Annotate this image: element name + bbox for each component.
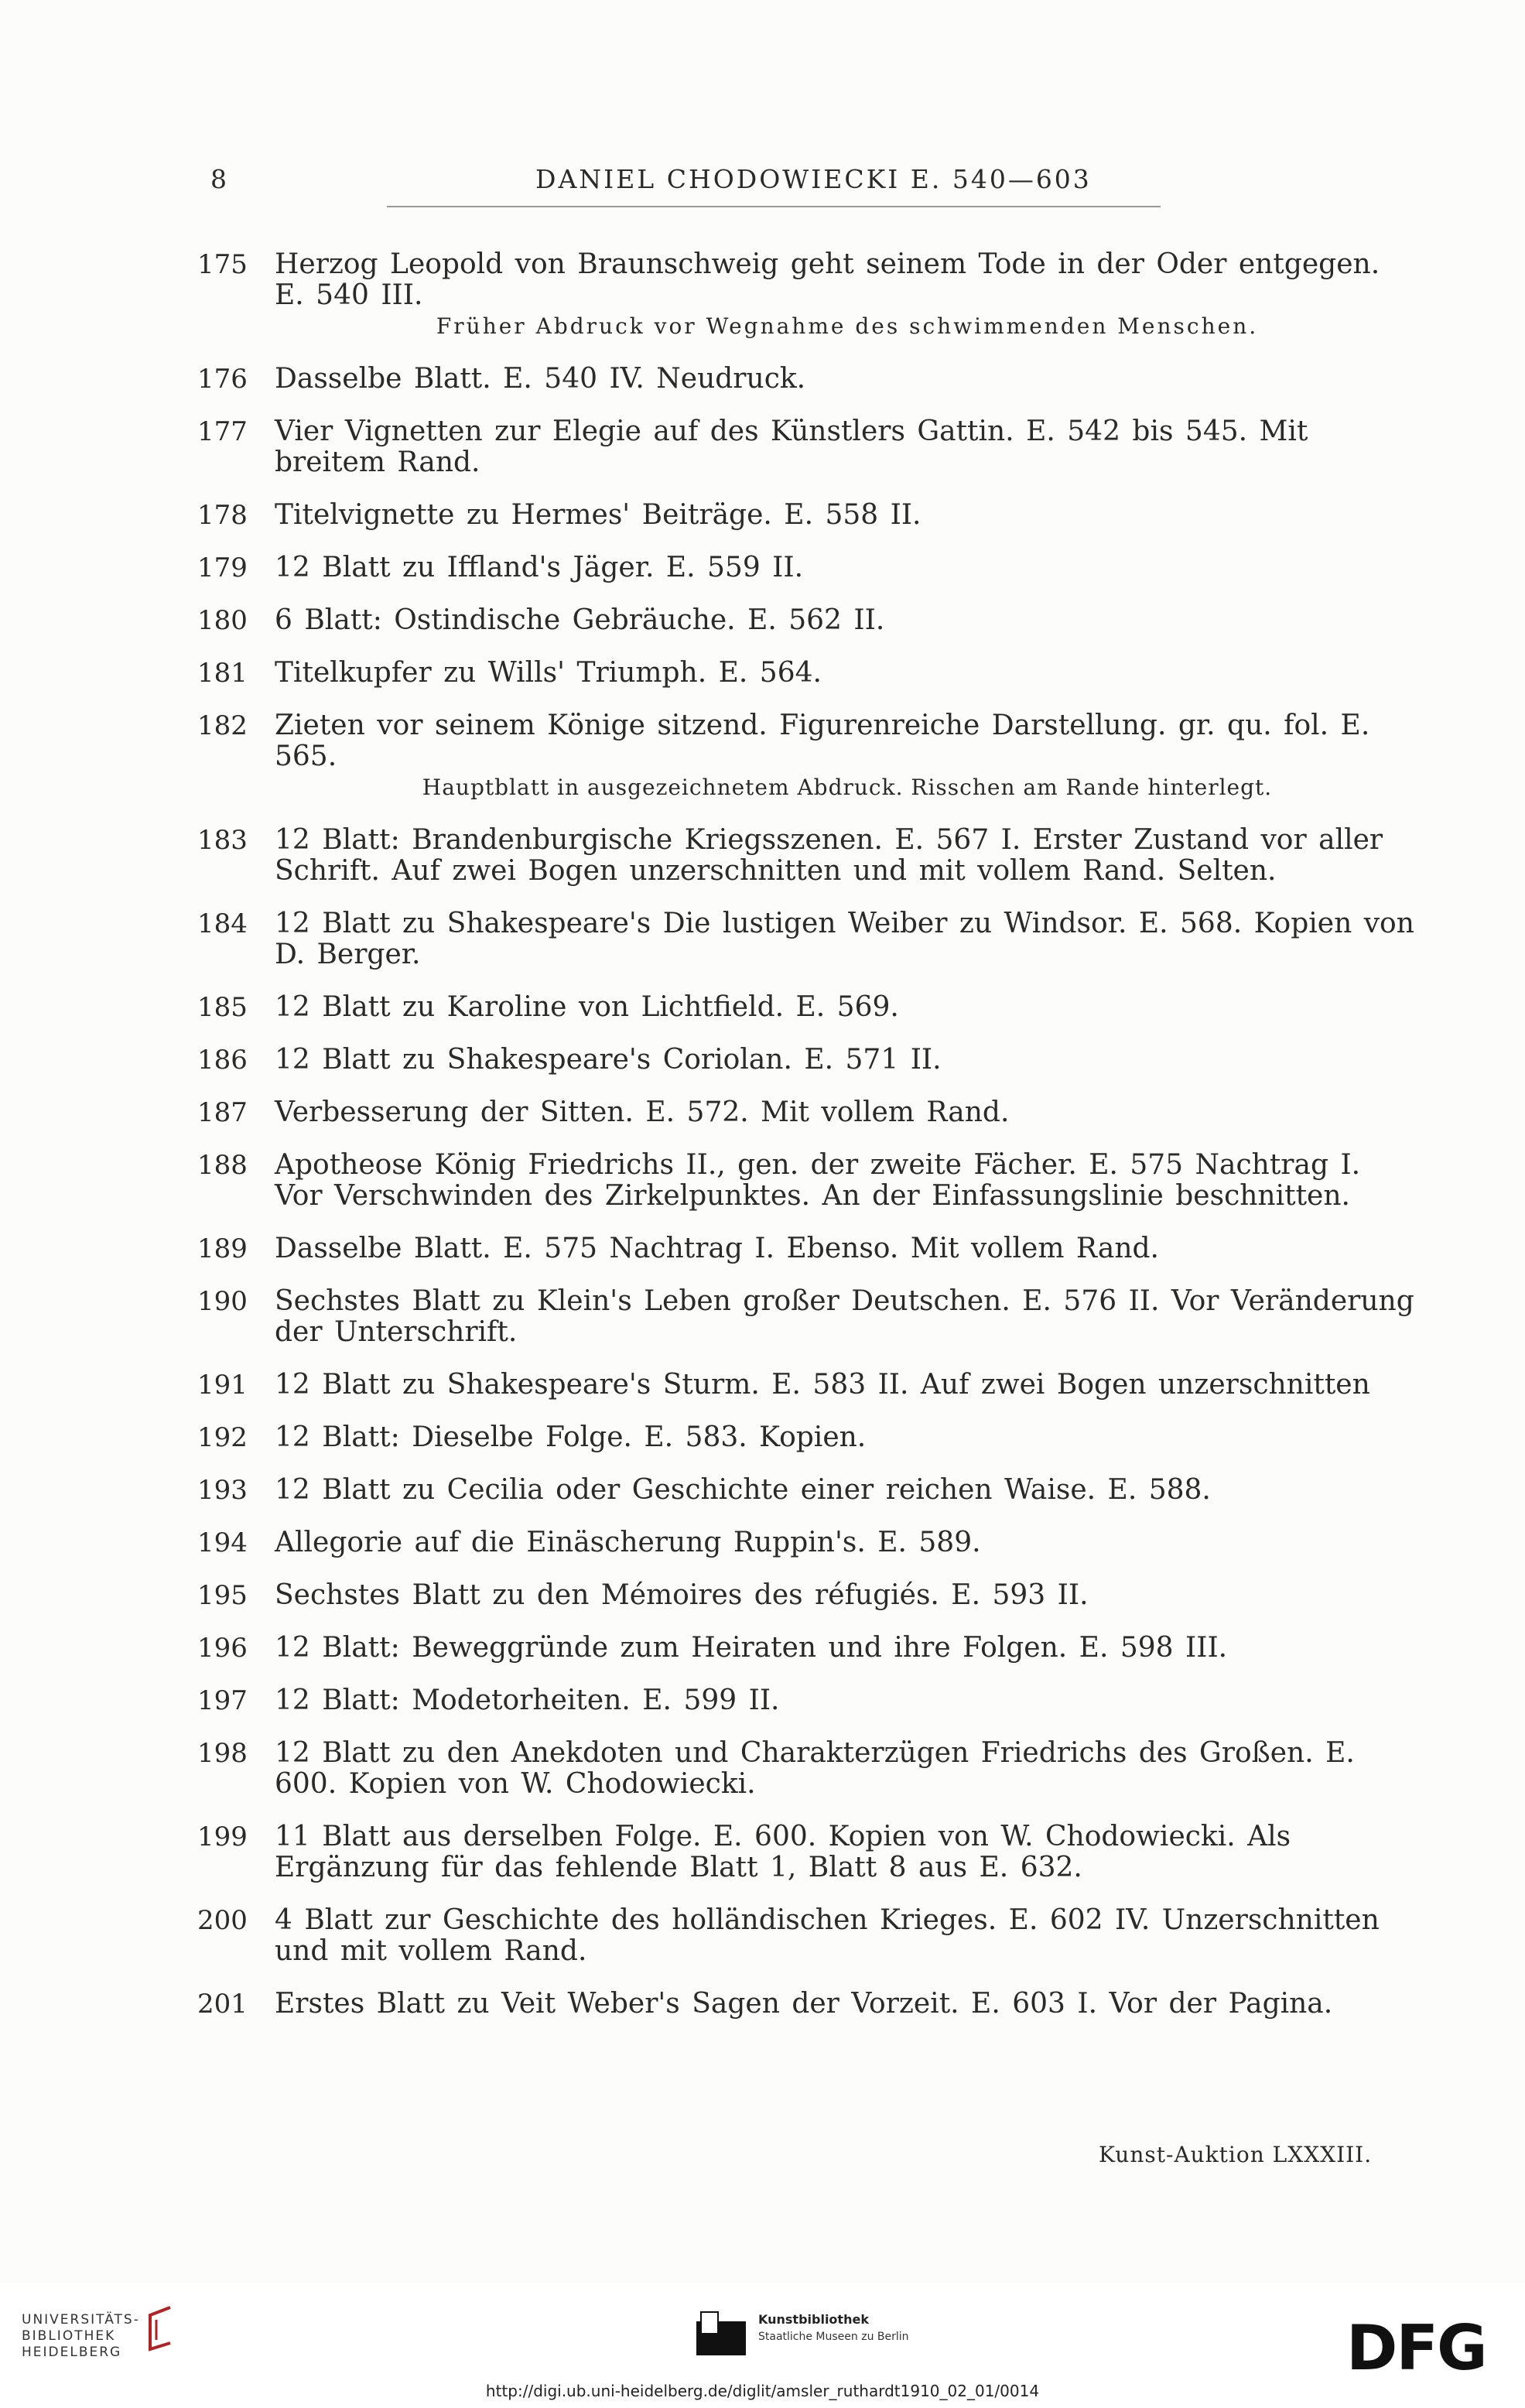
lot-description: Dasselbe Blatt. E. 575 Nachtrag I. Ebenso. Mit vollem Rand. [275,1233,1159,1264]
lot-description: 12 Blatt zu Shakespeare's Die lustigen Weiber zu Windsor. E. 568. Kopien von D. Berger. [275,908,1414,970]
lot-number: 186 [197,1045,248,1076]
lot-number: 189 [197,1233,248,1264]
lot-description: Titelkupfer zu Wills' Triumph. E. 564. [275,657,822,689]
catalog-entry [197,1233,1420,1264]
catalog-entry [197,1422,1420,1453]
university-logo-icon [139,2304,175,2354]
catalog-entry [197,1905,1420,1967]
catalog-entry [197,1370,1420,1401]
lot-description: Herzog Leopold von Braunschweig geht seinem Tode in der Oder entgegen. E. 540 III. [275,248,1380,311]
lot-description: 11 Blatt aus derselben Folge. E. 600. Kopien von W. Chodowiecki. Als Ergänzung für das fehlende Blatt 1, Blatt 8 aus E. 632. [275,1821,1291,1883]
lot-description: Allegorie auf die Einäscherung Ruppin's. E. 589. [275,1527,981,1558]
lot-number: 196 [197,1633,248,1664]
lot-number: 193 [197,1475,248,1506]
lot-description: 12 Blatt zu Shakespeare's Sturm. E. 583 II. Auf zwei Bogen unzerschnitten [275,1369,1370,1401]
kunstbibliothek-logo-icon [696,2306,746,2355]
catalog-entry [197,1738,1420,1800]
lot-description: Verbesserung der Sitten. E. 572. Mit vollem Rand. [275,1096,1010,1128]
lot-number: 176 [197,364,248,395]
permalink-url[interactable]: http://digi.ub.uni-heidelberg.de/diglit/amsler_ruthardt1910_02_01/0014 [485,2382,1040,2400]
catalog-entry [197,992,1420,1023]
lot-number: 183 [197,825,248,856]
lot-number: 179 [197,552,248,583]
lot-number: 180 [197,605,248,636]
kunstbibliothek-title: Kunstbibliothek [758,2312,869,2327]
lot-description: Sechstes Blatt zu den Mémoires des réfugiés. E. 593 II. [275,1579,1089,1611]
lot-number: 201 [197,1989,248,2020]
page-number: 8 [210,164,227,194]
page-header [210,164,1417,203]
lot-number: 192 [197,1422,248,1453]
lot-number: 199 [197,1821,248,1852]
catalog-entry [197,605,1420,636]
lot-description: 6 Blatt: Ostindische Gebräuche. E. 562 II. [275,604,885,636]
lot-number: 197 [197,1685,248,1716]
lot-description: Titelvignette zu Hermes' Beiträge. E. 558 II. [275,499,921,531]
digitization-footer [0,2283,1525,2408]
lot-description: Zieten vor seinem Könige sitzend. Figurenreiche Darstellung. gr. qu. fol. E. 565. [275,710,1370,772]
lot-number: 194 [197,1527,248,1558]
catalog-entry [197,1527,1420,1558]
signature-mark: Kunst-Auktion LXXXIII. [1099,2142,1373,2167]
lot-description: 12 Blatt zu Iffland's Jäger. E. 559 II. [275,552,804,583]
lot-description: 12 Blatt zu Shakespeare's Coriolan. E. 571 II. [275,1044,942,1076]
lot-description: 12 Blatt: Beweggründe zum Heiraten und ihre Folgen. E. 598 III. [275,1632,1228,1664]
lot-description: Dasselbe Blatt. E. 540 IV. Neudruck. [275,363,806,395]
lot-note: Früher Abdruck vor Wegnahme des schwimmenden Menschen. [436,313,1259,339]
catalog-entry [197,1097,1420,1128]
catalog-entry [197,364,1420,395]
catalog-entry [197,500,1420,531]
lot-description: Vier Vignetten zur Elegie auf des Künstlers Gattin. E. 542 bis 545. Mit breitem Rand. [275,416,1308,478]
lot-number: 178 [197,500,248,531]
catalog-entry [197,1580,1420,1611]
lot-number: 185 [197,992,248,1023]
catalog-entry [197,1989,1420,2020]
lot-number: 181 [197,658,248,689]
lot-description: 12 Blatt zu Cecilia oder Geschichte einer reichen Waise. E. 588. [275,1474,1211,1506]
lot-number: 200 [197,1905,248,1936]
lot-number: 190 [197,1286,248,1317]
lot-note: Hauptblatt in ausgezeichnetem Abdruck. Risschen am Rande hinterlegt. [422,775,1273,800]
lot-description: 12 Blatt zu den Anekdoten und Charakterzügen Friedrichs des Großen. E. 600. Kopien von W. Chodowiecki. [275,1737,1355,1800]
lot-description: Erstes Blatt zu Veit Weber's Sagen der Vorzeit. E. 603 I. Vor der Pagina. [275,1988,1333,2020]
header-rule [387,206,1161,207]
catalog-entry [197,1685,1420,1716]
catalog-entry [197,1633,1420,1664]
lot-description: Apotheose König Friedrichs II., gen. der zweite Fächer. E. 575 Nachtrag I. Vor Verschwinden des Zirkelpunktes. An der Einfassungslinie beschnitten. [275,1149,1361,1212]
lot-description: 12 Blatt zu Karoline von Lichtfield. E. 569. [275,991,899,1023]
lot-number: 191 [197,1370,248,1401]
lot-number: 184 [197,908,248,939]
catalog-entry [197,658,1420,689]
catalog-entry [197,1045,1420,1076]
catalog-entry [197,1821,1420,1883]
lot-number: 188 [197,1150,248,1181]
catalog-entry [197,416,1420,478]
lot-number: 177 [197,416,248,447]
lot-description: 12 Blatt: Brandenburgische Kriegsszenen. E. 567 I. Erster Zustand vor aller Schrift. Auf zwei Bogen unzerschnitten und mit vollem Rand. Selten. [275,824,1383,887]
university-library-name: UNIVERSITÄTS- BIBLIOTHEK HEIDELBERG [22,2312,140,2360]
lot-number: 187 [197,1097,248,1128]
lot-number: 182 [197,710,248,741]
kunstbibliothek-subtitle: Staatliche Museen zu Berlin [758,2331,909,2343]
lot-description: 12 Blatt: Dieselbe Folge. E. 583. Kopien. [275,1421,867,1453]
catalog-entry [197,249,1420,342]
catalog-entry [197,552,1420,583]
dfg-logo: DFG [1346,2312,1486,2384]
catalog-entry [197,825,1420,887]
catalog-entry [197,908,1420,970]
lot-number: 198 [197,1738,248,1769]
lot-number: 175 [197,249,248,280]
lot-description: Sechstes Blatt zu Klein's Leben großer Deutschen. E. 576 II. Vor Veränderung der Unterschrift. [275,1285,1414,1348]
catalog-entry [197,1150,1420,1212]
catalog-entry [197,1286,1420,1348]
lot-number: 195 [197,1580,248,1611]
lot-description: 4 Blatt zur Geschichte des holländischen Krieges. E. 602 IV. Unzerschnitten und mit vollem Rand. [275,1904,1380,1967]
lot-description: 12 Blatt: Modetorheiten. E. 599 II. [275,1685,780,1716]
catalog-entries [197,249,1420,2041]
catalog-entry [197,710,1420,803]
catalog-entry [197,1475,1420,1506]
running-title: DANIEL CHODOWIECKI E. 540—603 [535,164,1092,194]
